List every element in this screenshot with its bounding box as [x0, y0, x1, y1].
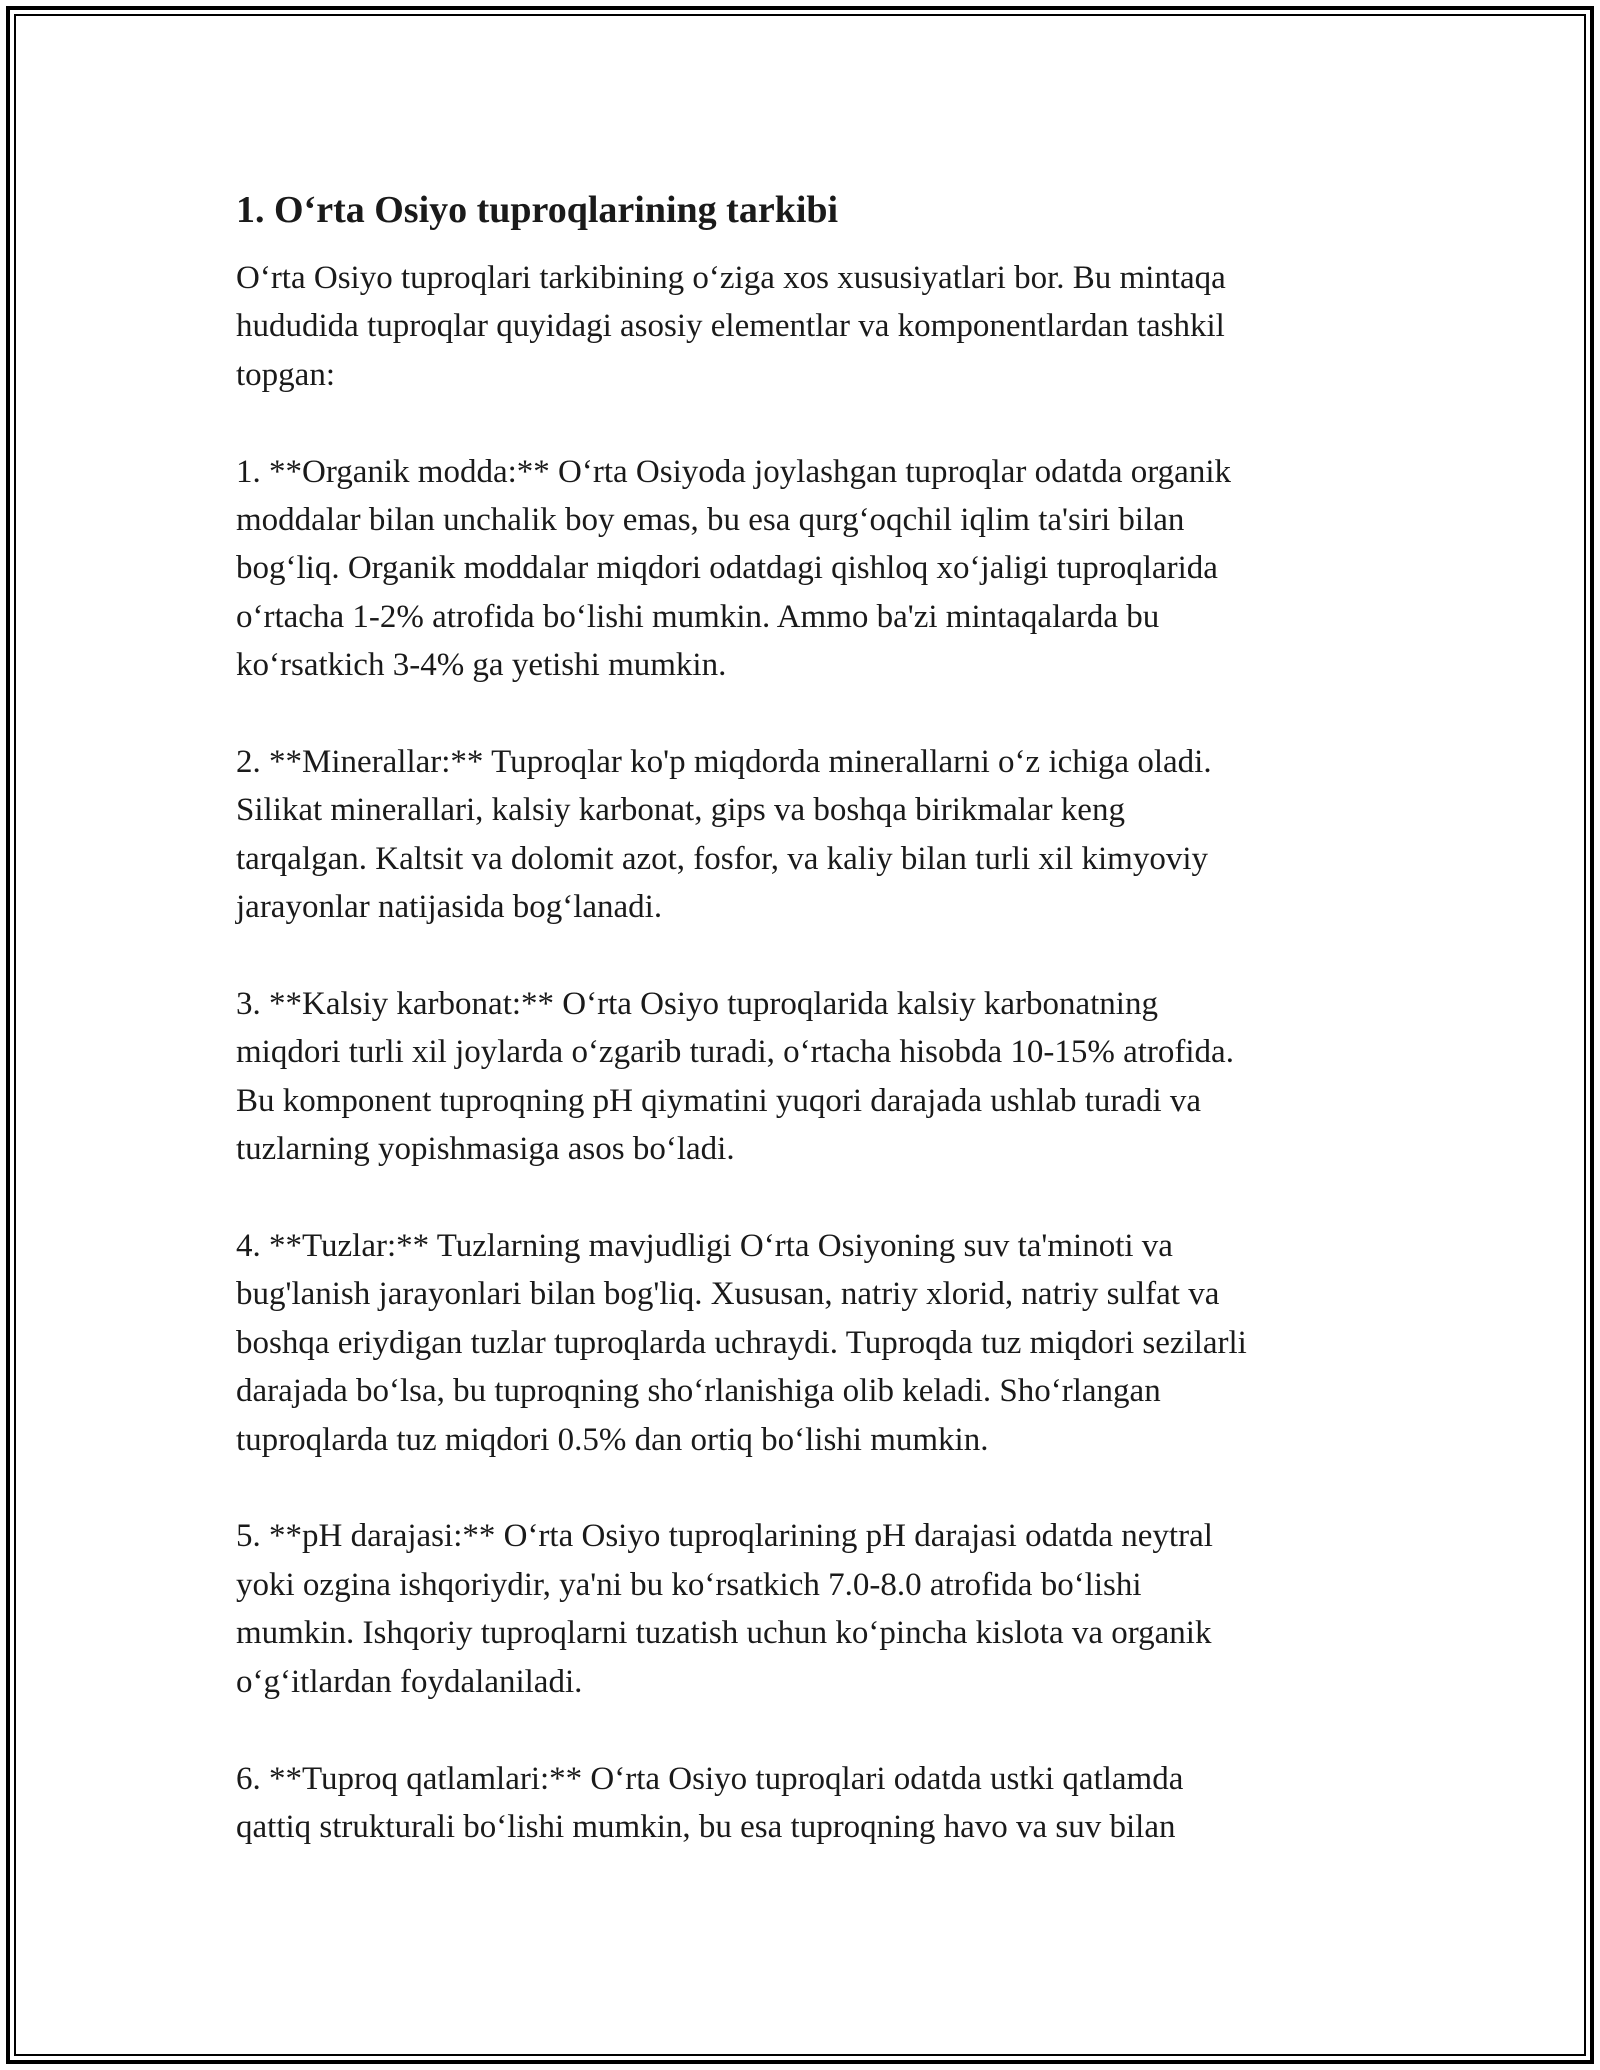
- text-line: 4. **Tuzlar:** Tuzlarning mavjudligi O‘rta Osiyoning suv ta'minoti va: [236, 1228, 1173, 1265]
- text-line: 3. **Kalsiy karbonat:** O‘rta Osiyo tuproqlarida kalsiy karbonatning: [236, 986, 1158, 1023]
- paragraph: [236, 1755, 1386, 1852]
- text-line: hududida tuproqlar quyidagi asosiy elementlar va komponentlardan tashkil: [236, 308, 1225, 345]
- text-line: qattiq strukturali bo‘lishi mumkin, bu esa tuproqning havo va suv bilan: [236, 1808, 1176, 1845]
- paragraph: [236, 1222, 1386, 1464]
- text-line: Bu komponent tuproqning pH qiymatini yuqori darajada ushlab turadi va: [236, 1082, 1202, 1119]
- document-title: 1. O‘rta Osiyo tuproqlarining tarkibi: [236, 189, 839, 231]
- paragraph: [236, 1512, 1386, 1706]
- paragraph: [236, 448, 1386, 690]
- text-line: O‘rta Osiyo tuproqlari tarkibining o‘ziga xos xususiyatlari bor. Bu mintaqa: [236, 260, 1226, 296]
- text-line: tuzlarning yopishmasiga asos bo‘ladi.: [236, 1131, 735, 1168]
- text-line: 5. **pH darajasi:** O‘rta Osiyo tuproqlarining pH darajasi odatda neytral: [236, 1518, 1213, 1555]
- text-line: ko‘rsatkich 3-4% ga yetishi mumkin.: [236, 647, 727, 684]
- text-line: tuproqlarda tuz miqdori 0.5% dan ortiq bo‘lishi mumkin.: [236, 1421, 989, 1458]
- text-line: bog‘liq. Organik moddalar miqdori odatdagi qishloq xo‘jaligi tuproqlarida: [236, 550, 1218, 587]
- text-line: tarqalgan. Kaltsit va dolomit azot, fosfor, va kaliy bilan turli xil kimyoviy: [236, 840, 1208, 877]
- text-line: 2. **Minerallar:** Tuproqlar ko'p miqdorda minerallarni o‘z ichiga oladi.: [236, 744, 1212, 781]
- text-line: boshqa eriydigan tuzlar tuproqlarda uchraydi. Tuproqda tuz miqdori sezilarli: [236, 1324, 1247, 1361]
- text-line: 6. **Tuproq qatlamlari:** O‘rta Osiyo tuproqlari odatda ustki qatlamda: [236, 1760, 1184, 1797]
- text-line: moddalar bilan unchalik boy emas, bu esa qurg‘oqchil iqlim ta'siri bilan: [236, 502, 1185, 539]
- text-line: 1. **Organik modda:** O‘rta Osiyoda joylashgan tuproqlar odatda organik: [236, 453, 1231, 490]
- text-line: yoki ozgina ishqoriydir, ya'ni bu ko‘rsatkich 7.0-8.0 atrofida bo‘lishi: [236, 1566, 1142, 1603]
- text-line: miqdori turli xil joylarda o‘zgarib turadi, o‘rtacha hisobda 10-15% atrofida.: [236, 1034, 1234, 1071]
- document-body: [236, 254, 1386, 1851]
- paragraph: [236, 980, 1386, 1174]
- text-line: bug'lanish jarayonlari bilan bog'liq. Xususan, natriy xlorid, natriy sulfat va: [236, 1276, 1220, 1313]
- text-line: mumkin. Ishqoriy tuproqlarni tuzatish uchun ko‘pincha kislota va organik: [236, 1615, 1212, 1652]
- paragraph: [236, 254, 1386, 399]
- text-line: topgan:: [236, 356, 335, 393]
- paragraph: [236, 738, 1386, 932]
- text-line: o‘rtacha 1-2% atrofida bo‘lishi mumkin. Ammo ba'zi mintaqalarda bu: [236, 598, 1160, 635]
- text-line: jarayonlar natijasida bog‘lanadi.: [236, 889, 663, 926]
- document-page: [236, 186, 1386, 1900]
- text-line: Silikat minerallari, kalsiy karbonat, gips va boshqa birikmalar keng: [236, 792, 1125, 829]
- text-line: darajada bo‘lsa, bu tuproqning sho‘rlanishiga olib keladi. Sho‘rlangan: [236, 1373, 1161, 1410]
- text-line: o‘g‘itlardan foydalaniladi.: [236, 1663, 583, 1700]
